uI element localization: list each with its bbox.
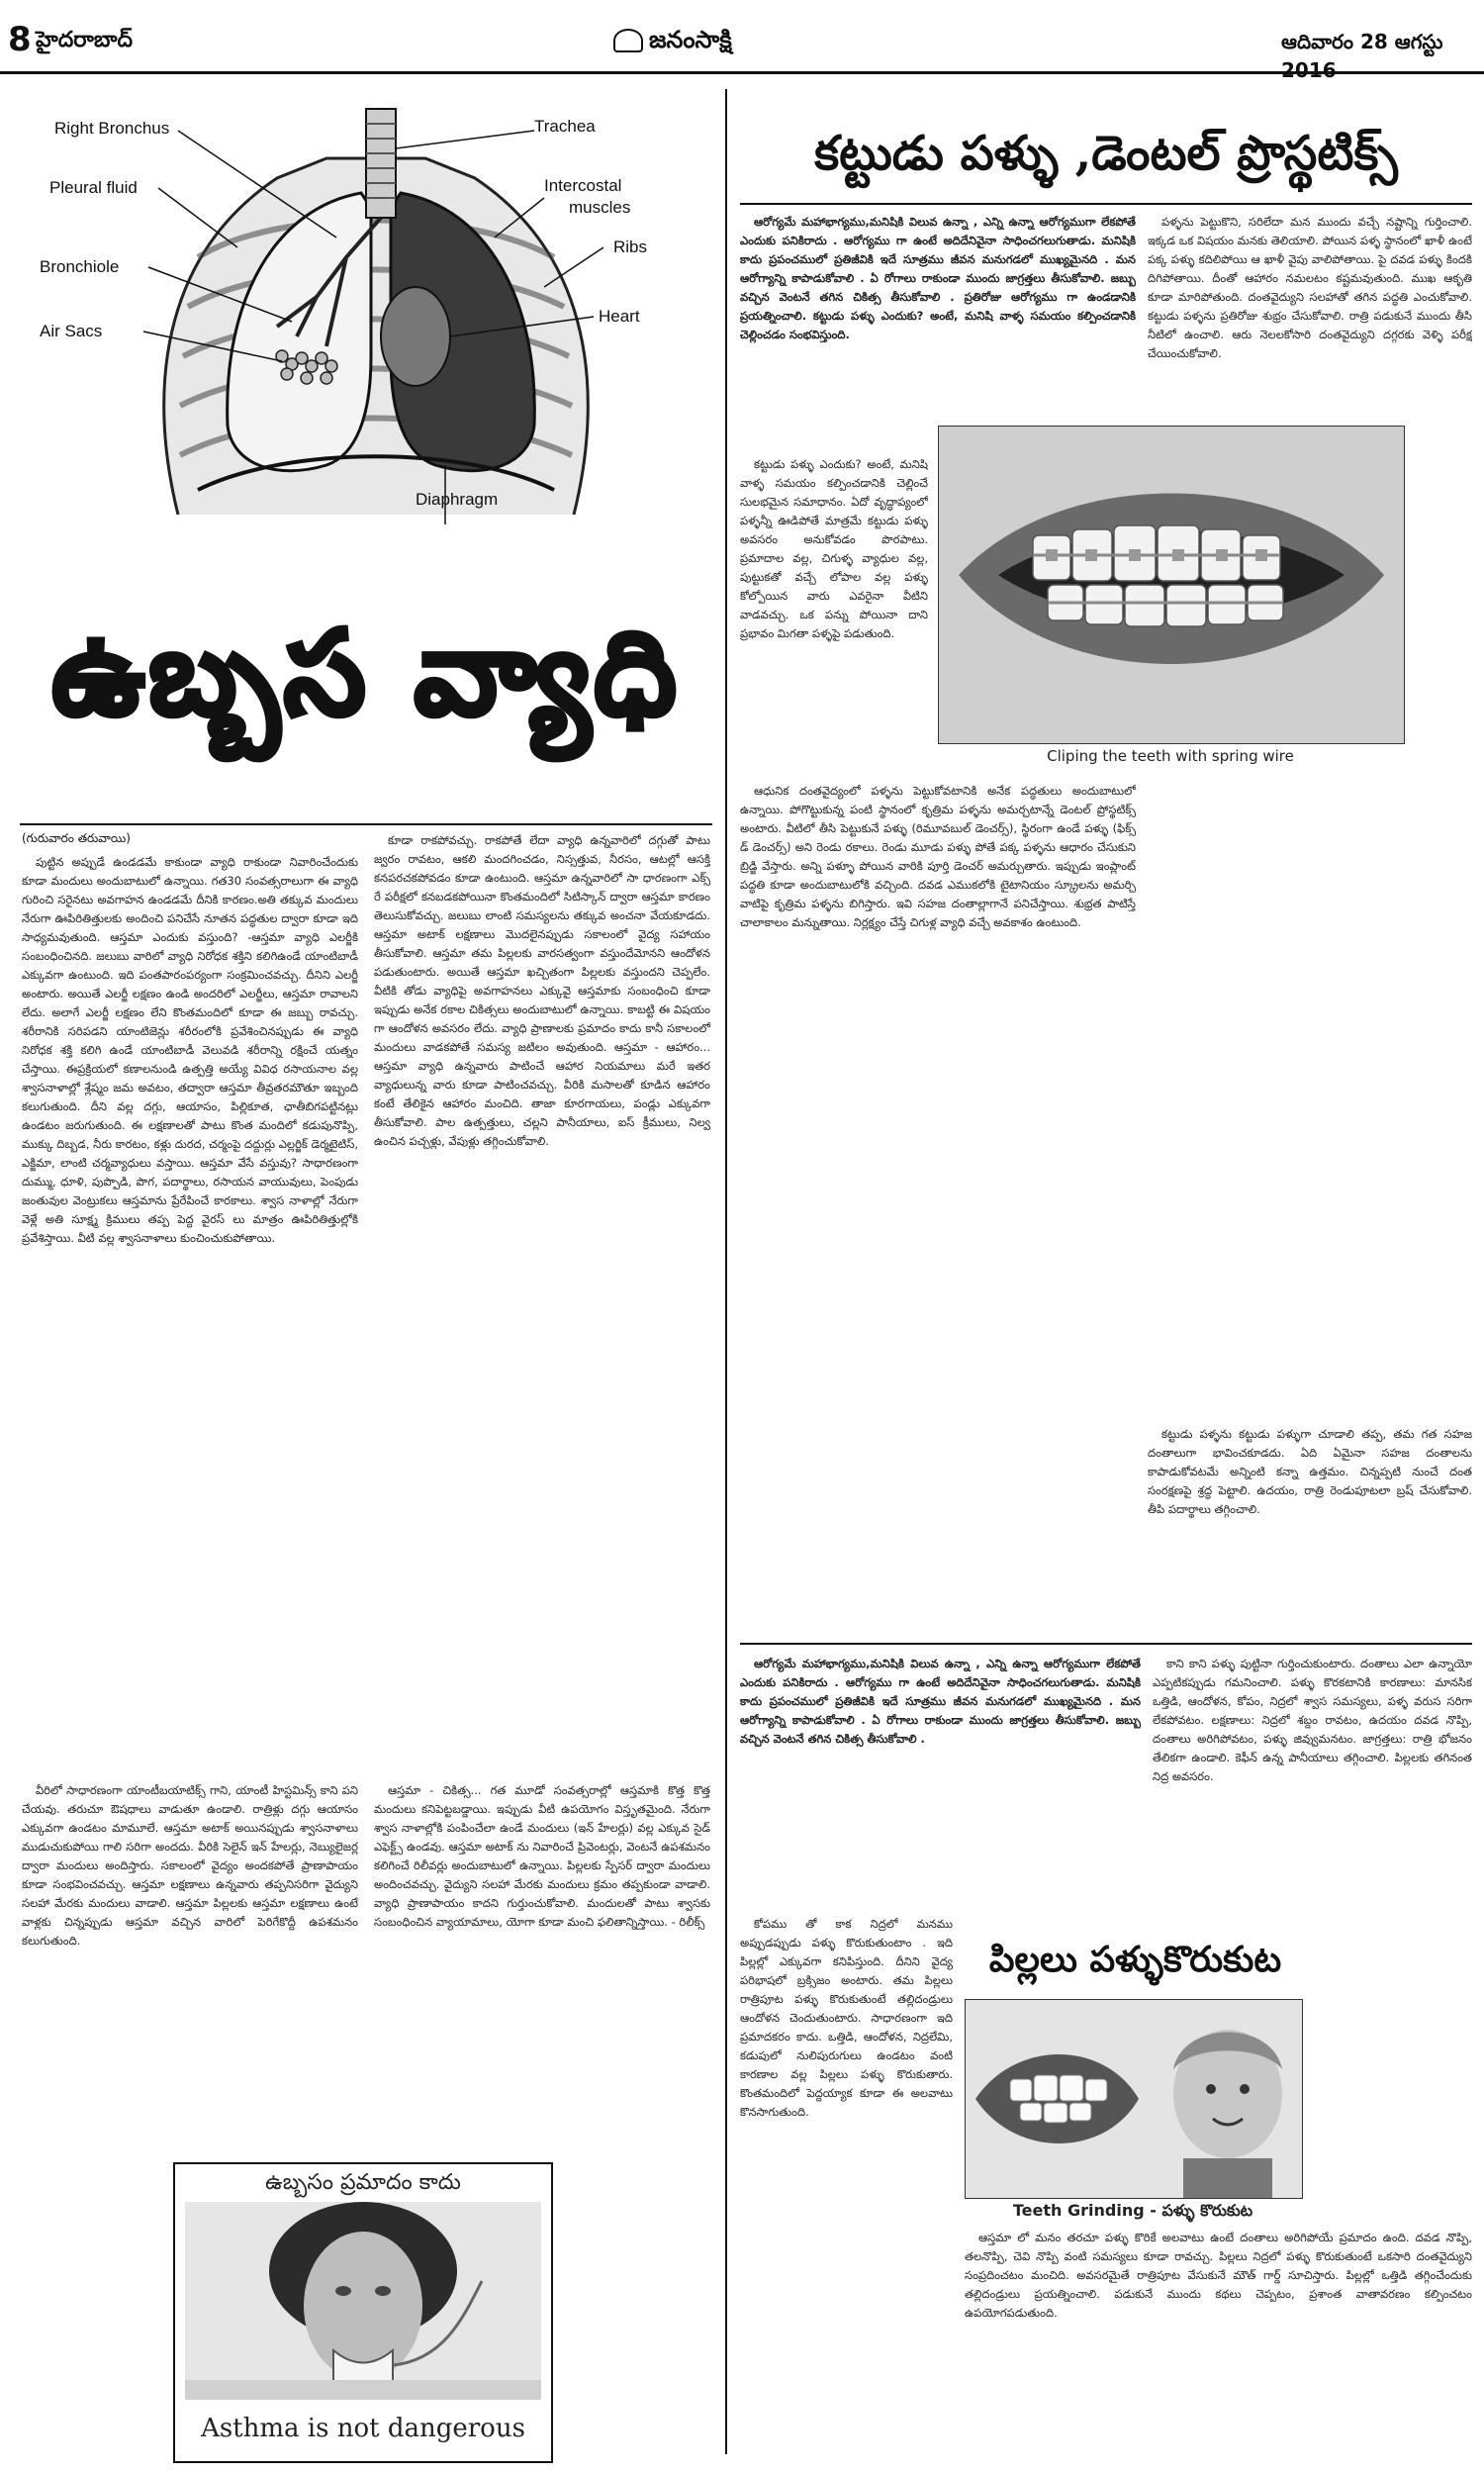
grinding-photo: [965, 1999, 1303, 2199]
asthma-col2-lower: [374, 1781, 710, 2157]
braces-photo: [938, 426, 1405, 744]
dental-bottom-col: [1148, 1425, 1472, 1633]
masthead: [613, 26, 732, 59]
grinding-title: పిల్లలు పళ్ళుకొరుకుట: [988, 1939, 1282, 1980]
label-ribs: Ribs: [613, 238, 648, 256]
lung-diagram: [30, 99, 712, 534]
grinding-intro-para: ఆరోగ్యమే మహాభాగ్యము,మనిషికి విలువ ఉన్నా , ఎన్ని ఉన్నా ఆరోగ్యముగా లేకపోతే ఎందుకు పనికిరాదు . ఆరోగ్యము గా ఉంటే అదిదేనివైనా సాధించగలుగుతాడు. మనిషికి కాదు ప్రపంచములో ప్రతిజీవికి ఇదే సూత్రము జీవన మనుగడలో ముఖ్యమైనది . మన ఆరోగ్యాన్ని కాపాడుకోవాలి . ఏ రోగాలు రాకుండా ముందు జాగ్రత్తలు తీసుకోవాలి. జబ్బు వచ్చిన వెంటనే తగిన చికిత్స తీసుకోవాలి .: [740, 1657, 1141, 1746]
asthma-photo-box: [173, 2162, 553, 2463]
child-and-teeth-image: [966, 2000, 1302, 2198]
label-pleural-fluid: Pleural fluid: [49, 178, 138, 197]
asthma-col2-para: కూడా రాకపోవచ్చు. రాకపోతే లేదా వ్యాధి ఉన్నవారిలో దగ్గుతో పాటు జ్వరం రావటం, ఆకలి మందగించడం, నిస్సత్తువ, నీరసం, ఆటల్లో ఆసక్తి కనపరచకపోవడం కూడా ఉంటుంది. ఆస్తమా ఉన్నవారిలో సా ధారణంగా ఎక్స్ రే పరీక్షలో కనబడకపోయినా కొంతమందిలో సిటిస్కాన్ ద్వారా ఆస్తమా కారణం తెలుసుకోవచ్చు. జలుబు లాంటి సమస్యలను తక్కువ అంచనా వేయకూడదు. ఆస్తమా అటాక్ లక్షణాలు మొదలైనప్పుడు సకాలంలో వైద్య సహాయం తీసుకోవాలి. ఆస్తమా తమ పిల్లలకు వారసత్వంగా వస్తుందేమోనని ఆందోళన పడుతుంటారు. అయితే ఆస్తమా ఖచ్చితంగా పిల్లలకు వస్తుందని చెప్పలేం. వీటికి తోడు వ్యాధిపై అవగాహనలు ఎక్కువై ఆస్తమాకు సంబంధించి కూడా ఇప్పుడు అనేక రకాల చికిత్సలు అందుబాటులో ఉన్నాయి. కాబట్టి ఈ విషయం గా ఆందోళన అవసరం లేదు. వ్యాధి ప్రాణాలకు ప్రమాదం కాదు కానీ సకాలంలో మందులు వాడకపోతే సమస్య జటిలం అవుతుంది. ఆస్తమా - ఆహారం... ఆస్తమా వ్యాధి ఉన్నవారు పాటించే ఆహార నియమాలు మరే ఇతర వ్యాధులున్న వారు కూడా పాటించవచ్చు. వీరికి మసాలతో కూడిన ఆహారం కంటే తేలికైన ఆహారం మంచిది. తాజా కూరగాయలు, పండ్లు ఎక్కువగా తీసుకోవాలి. పాల ఉత్పత్తులు, చల్లని పానీయాలు, ఐస్ క్రీములు, నిల్వ ఉంచిన పచ్చళ్లు, వేపుళ్లు తగ్గించుకోవాలి.: [374, 833, 710, 1148]
issue-date: ఆదివారం 28 ఆగస్టు 2016: [1281, 30, 1443, 82]
column-divider: [725, 89, 727, 2454]
grinding-left-col: [740, 1915, 953, 2459]
braces-photo-caption: Cliping the teeth with spring wire: [1047, 747, 1294, 765]
dateline: (గురువారం తరువాయి): [22, 831, 131, 845]
label-trachea: Trachea: [534, 117, 596, 136]
patient-with-inhaler-image: [185, 2202, 541, 2400]
sun-logo-icon: [613, 29, 643, 52]
city-name: హైదరాబాద్: [36, 28, 133, 52]
asthma-photo-heading: ఉబ్బసం ప్రమాదం కాదు: [265, 2170, 461, 2195]
dental-intro: [740, 213, 1136, 450]
label-air-sacs: Air Sacs: [40, 322, 103, 340]
masthead-title: జనంసాక్షి: [649, 26, 732, 53]
grinding-mid-para: ఆస్తమా లో మనం తరచూ పళ్ళు కొరికే అలవాటు ఉంటే దంతాలు అరిగిపోయే ప్రమాదం ఉంది. దవడ నొప్పి, తలనొప్పి, చెవి నొప్పి వంటి సమస్యలు కూడా రావచ్చు. పిల్లలు నిద్రలో పళ్ళు కొరుకుతుంటే ఒకసారి దంతవైద్యుని సంప్రదించటం మంచిది. అవసరమైతే రాత్రిపూట వేసుకునే మౌత్ గార్డ్ సూచిస్తారు. పిల్లల్లో ఒత్తిడి తగ్గించేందుకు తల్లిదండ్రులు ప్రయత్నించాలి. పడుకునే ముందు కథలు చెప్పటం, ప్రశాంత వాతావరణం కల్పించటం ఉపయోగపడుతుంది.: [965, 2231, 1472, 2320]
asthma-col1b-para: వీరిలో సాధారణంగా యాంటీబయాటిక్స్ గాని, యాంటీ హిస్టమిన్స్ కాని పని చేయవు. తరుచూ ఔషధాలు వాడుతూ ఉండాలి. రాత్రిళ్లు దగ్గు ఆయాసం ఎక్కువగా ఉండటం మామూలే. ఆస్తమా అటాక్ అయినప్పుడు శ్వాసనాళాలు ముడుచుకుపోయి గాలి సరిగా అందదు. వీరికి సెలైన్ ఇన్ హేలర్లు, నెబ్యులైజర్ల ద్వారా మందులు అందిస్తారు. సకాలంలో వైద్యం అందకపోతే ప్రాణాపాయం కూడా సంభవించవచ్చు. ఆస్తమా లక్షణాలు ఉన్నవారు తప్పనిసరిగా వైద్యుని సలహా మేరకు మందులు వాడాలి. ఆస్తమా పిల్లలకు ఆస్తమా లక్షణాలు ఉంటే వాళ్లకు చిన్నప్పుడు ఆస్తమా వచ్చిన వారిలో పెరిగేకొద్దీ ఉపశమనం కలుగుతుంది.: [22, 1783, 358, 1948]
page-header: [0, 0, 1484, 82]
dental-mid-col: [740, 782, 1136, 1633]
dental-right-para: పళ్ళను పెట్టుకొని, సరిలేదా మన ముందు వచ్చే నష్టాన్ని గుర్తించాలి. ఇక్కడ ఒక విషయం మనకు తెలియాలి. పోయిన పళ్ళ స్థానంలో ఖాళీ ఉంటే పక్క పళ్ళు కదిలిపోయి ఆ ఖాళీ వైపు వాలిపోతాయి. పై దవడ పళ్ళు కిందకి దిగిపోతాయి. దీంతో ఆహారం నమలటం కష్టమవుతుంది. ముఖ ఆకృతి కూడా మారిపోతుంది. దంతవైద్యుని సలహాతో తగిన పద్ధతి ఎంచుకోవాలి. కట్టుడు పళ్ళను ప్రతిరోజు శుభ్రం చేసుకోవాలి. రాత్రి పడుకునే ముందు తీసి నీటిలో ఉంచాలి. ఆరు నెలలకోసారి దంతవైద్యుని దగ్గరకు వెళ్ళి పరీక్ష చేయించుకోవాలి.: [1148, 215, 1472, 360]
label-bronchiole: Bronchiole: [40, 257, 120, 276]
asthma-title: ఉబ్బస వ్యాధి: [51, 604, 681, 741]
dental-bottom-para: కట్టుడు పళ్ళను కట్టుడు పళ్ళుగా చూడాలి తప్ప, తమ గత సహజ దంతాలుగా భావించకూడదు. ఏది ఏమైనా సహజ దంతాలను కాపాడుకోవటమే అన్నింటి కన్నా ఉత్తమం. చిన్నప్పటి నుంచే దంత సంరక్షణపై శ్రద్ధ పెట్టాలి. ఉదయం, రాత్రి రెండుపూటలా బ్రష్ చేసుకోవాలి. తీపి పదార్థాలు తగ్గించాలి.: [1148, 1427, 1472, 1516]
dental-left-para: కట్టుడు పళ్ళు ఎందుకు? అంటే, మనిషి వాళ్ళ సమయం కల్పించడానికి చెల్లించే సులభమైన సమాధానం. ఏదో వృద్ధాప్యంలో పళ్ళన్నీ ఊడిపోతే మాత్రమే కట్టుడు పళ్ళు అవసరం అనుకోవడం పొరపాటు. ప్రమాదాల వల్ల, చిగుళ్ళ వ్యాధుల వల్ల, పుట్టుకతో వచ్చే లోపాల వల్ల పళ్ళు కోల్పోయిన వారు ఎవరైనా వీటిని వాడవచ్చు. ఒక పన్ను పోయినా దాని ప్రభావం మిగతా పళ్ళపై పడుతుంది.: [740, 457, 928, 640]
label-diaphragm: Diaphragm: [416, 490, 499, 509]
asthma-photo-caption: Asthma is not dangerous: [201, 2414, 525, 2443]
grinding-mid-col: [965, 2229, 1472, 2461]
asthma-col1-para: పుట్టిన అప్పుడే ఉండడమే కాకుండా వ్యాధి రాకుండా నివారించేందుకు కూడా మందులు అందుబాటులో ఉన్నాయి. గత30 సంవత్సరాలుగా ఈ వ్యాధి గురించి సరైనటు అవగాహన ఉండడమే దీనికి కారణం.అతి తక్కువ మందులు నేరుగా ఊపిరితిత్తులకు అందించి పనిచేసే నూతన పద్ధతుల ద్వారా కూడా ఇది సాధ్యమవుతుంది. ఆస్తమా ఎందుకు వస్తుంది? -ఆస్తమా వ్యాధి ఎలర్జీకి సంబంధించినది. జలుబు వారిలో వ్యాధి నిరోధక శక్తిని కలిగిఉండే యాంటిబాడీ ఎక్కువగా ఉంటుంది. ఇది పంతపారంపర్యంగా సంక్రమించవచ్చు. దీనిని ఎలర్జీ అంటారు. అయితే ఎలర్జీ లక్షణం ఉండి అందరిలో ఎలర్జీలు, ఆస్తమా రావాలని లేదు. అలాగే ఎలర్జీ లక్షణం లేని కొంతమందిలో కూడా ఈ జబ్బు రావచ్చు. శరీరానికి సరిపడని యాంటిజెన్లు శరీరంలోకి ప్రవేశించినప్పుడు ఈ వ్యాధి నిరోధక శక్తి కలిగి ఉండే యాంటిబాడీ వెలువడి శరీరాన్ని రక్షించే యత్నం చేస్తాయి. ఈప్రక్రియలో కణాలనుండి ఉత్పత్తి అయ్యే వివిధ రసాయనాల వల్ల శ్వాసనాళాల్లో శ్లేష్మం జమ అవటం, తద్వారా ఆస్తమా తీవ్రతరమౌతూ ఇబ్బంది కలుగుతుంది. దీని వల్ల దగ్గు, ఆయాసం, పిల్లికూత, ఛాతీబిగపట్టినట్లు ఉండటం జరుగుతుంది. ఈ లక్షణాలతో పాటు కొంత మందిలో కడుపునొప్పి, ముక్కు దిబ్బడ, నీరు కారటం, కళ్లు దురద, చర్మంపై దద్దుర్లు ఎల్లర్జిక్ డెర్మటైటిస్, ఎక్జిమా, లాంటి చర్మవ్యాధులు వస్తాయి. ఆస్తమా వేసే వస్తువు? సాధారణంగా దుమ్ము, ధూళి, పుప్పొడి, పొగ, పదార్థాలు, రసాయన వాయువులు, పెంపుడు జంతువుల వెంట్రుకలు ఆస్తమాను ప్రేరేపించే కారకాలు. శ్వాస నాళాల్లో నేరుగా వెళ్లే అతి సూక్ష్మ క్రిములు తప్ప పెద్ద వైరస్ లు మాత్రం ఊపిరితిత్తుల్లోకి ప్రవేశిస్తాయి. వీటి వల్ల శ్వాసనాళాలు కుంచించుకుపోతాయి.: [22, 855, 358, 1245]
asthma-photo: [185, 2202, 541, 2400]
dental-title-rule: [740, 203, 1472, 205]
grinding-right-para: కాని కాని పళ్ళు పుట్టినా గుర్తించుకుంటారు. దంతాలు ఎలా ఉన్నాయో ఎప్పటికప్పుడు గమనించాలి. పళ్ళు కొరకటానికి కారణాలు: మానసిక ఒత్తిడి, ఆందోళన, కోపం, నిద్రలో శ్వాస సమస్యలు, పళ్ళ వరుస సరిగా లేకపోవటం. లక్షణాలు: నిద్రలో శబ్దం రావటం, ఉదయం దవడ నొప్పి, దంతాలు అరిగిపోవటం, పళ్ళు జివ్వుమనటం. జాగ్రత్తలు: రాత్రి భోజనం తేలికగా ఉండాలి. కెఫీన్ ఉన్న పానీయాలు తగ్గించాలి. పిల్లలకు తగినంత నిద్ర అవసరం.: [1153, 1657, 1472, 1783]
title-rule: [20, 823, 712, 825]
grinding-photo-caption: Teeth Grinding - పళ్ళు కొరుకుట: [1012, 2201, 1253, 2220]
label-muscles: muscles: [569, 198, 631, 217]
dental-title: కట్టుడు పళ్ళు ,డెంటల్ ప్రొస్థటిక్స్: [814, 126, 1398, 181]
grinding-left-para: కోపము తో కాక నిద్రలో మనము అప్పుడప్పుడు పళ్ళు కొరుకుతుంటాం . ఇది పిల్లల్లో ఎక్కువగా కనిపిస్తుంది. దీనిని వైద్య పరిభాషలో బ్రక్సిజం అంటారు. తమ పిల్లలు రాత్రిపూట పళ్ళు కొరుకుతుంటే తల్లిదండ్రులు ఆందోళన చెందుతుంటారు. సాధారణంగా ఇది ప్రమాదకరం కాదు. ఒత్తిడి, ఆందోళన, నిద్రలేమి, కడుపులో నులిపురుగులు ఉండటం వంటి కారణాల వల్ల పిల్లలు పళ్ళు కొరుకుతారు. కొంతమందిలో పెద్దయ్యాక కూడా ఈ అలవాటు కొనసాగుతుంది.: [740, 1917, 953, 2119]
page-number: 8: [8, 20, 32, 59]
label-heart: Heart: [599, 307, 640, 326]
section-rule: [740, 1643, 1472, 1645]
teeth-with-braces-image: [939, 427, 1404, 743]
asthma-col2b-para: ఆస్తమా - చికిత్స... గత మూడో సంవత్సరాల్లో ఆస్తమాకి కొత్త కొత్త మందులు కనిపెట్టబడ్డాయి. ఇప్పుడు వీటి ఉపయోగం విస్తృతమైంది. నేరుగా శ్వాస నాళాల్లోకి పంపించేలా ఉండే మందులు (ఇన్ హేలర్లు) వల్ల ఎక్కువ సైడ్ ఎఫెక్ట్స్ ఉండవు. ఆస్తమా అటాక్ ను నివారించే ప్రివెంటర్లు, వెంటనే ఉపశమనం కలిగించే రిలీవర్లు అందుబాటులో ఉన్నాయి. పిల్లలకు స్పేసర్ ద్వారా మందులు అందించవచ్చు. వైద్యుని సలహా మేరకు మందులు క్రమం తప్పకుండా వాడాలి. వ్యాధి ప్రాణాపాయం కాదని గుర్తుంచుకోవాలి. మందులతో పాటు శ్వాసకు సంబంధించిన వ్యాయామాలు, యోగా కూడా మంచి ఫలితాన్నిస్తాయి. - రిలీక్స్: [374, 1783, 710, 1929]
grinding-intro: [740, 1655, 1141, 1902]
dental-mid-para: ఆధునిక దంతవైద్యంలో పళ్ళను పెట్టుకోవటానికి అనేక పద్ధతులు అందుబాటులో ఉన్నాయి. పోగొట్టుకున్న పంటి స్థానంలో కృత్రిమ పళ్ళను అమర్చటాన్నే డెంటల్ ప్రోస్థటిక్స్ అంటారు. వీటిలో తీసి పెట్టుకునే పళ్ళు (రిమూవబుల్ డెంచర్స్), స్థిరంగా ఉండే పళ్ళు (ఫిక్స్ డ్ డెంచర్స్) అని రెండు రకాలు. రెండు మూడు పళ్ళు పోతే పక్క పళ్ళను ఆధారం చేసుకుని బ్రిడ్జి వేస్తారు. అన్ని పళ్ళూ పోయిన వారికి పూర్తి డెంచర్ అమర్చుతారు. ఇప్పుడు ఇంప్లాంట్ పద్ధతి కూడా అందుబాటులోకి వచ్చింది. దవడ ఎముకలోకి టైటానియం స్క్రూలను అమర్చి వాటిపై కృత్రిమ పళ్ళను బిగిస్తారు. ఇవి సహజ దంతాల్లాగానే పనిచేస్తాయి. శుభ్రత పాటిస్తే చాలాకాలం మన్నుతాయి. నిర్లక్ష్యం చేస్తే చిగుళ్ల వ్యాధి వచ్చే అవకాశం ఉంటుంది.: [740, 784, 1136, 929]
asthma-col2: [374, 831, 710, 1771]
dental-intro-para: ఆరోగ్యమే మహాభాగ్యము,మనిషికి విలువ ఉన్నా , ఎన్ని ఉన్నా ఆరోగ్యముగా లేకపోతే ఎందుకు పనికిరాదు . ఆరోగ్యము గా ఉంటే అదిదేనివైనా సాధించగలుగుతాడు. మనిషికి కాదు ప్రపంచములో ప్రతిజీవికి ఇదే సూత్రము జీవన మనుగడలో ముఖ్యమైనది . మన ఆరోగ్యాన్ని కాపాడుకోవాలి . ఏ రోగాలు రాకుండా ముందు జాగ్రత్తలు తీసుకోవాలి. జబ్బు వచ్చిన వెంటనే తగిన చికిత్స తీసుకోవాలి . ప్రతిరోజు ఆరోగ్యము గా ఉండడానికి ప్రయత్నించాలి. కట్టుడు పళ్ళు ఎందుకు? అంటే, మనిషి వాళ్ళ సమయం కల్పించడానికి చెల్లించడం సంభవిస్తుంది.: [740, 215, 1136, 341]
grinding-right-col: [1153, 1655, 1472, 1902]
dental-right-col: [1148, 213, 1472, 1420]
asthma-col1-lower: [22, 1781, 358, 2108]
asthma-col1: [22, 853, 358, 1773]
label-right-bronchus: Right Bronchus: [54, 119, 170, 138]
label-intercostal: Intercostal: [544, 176, 622, 195]
